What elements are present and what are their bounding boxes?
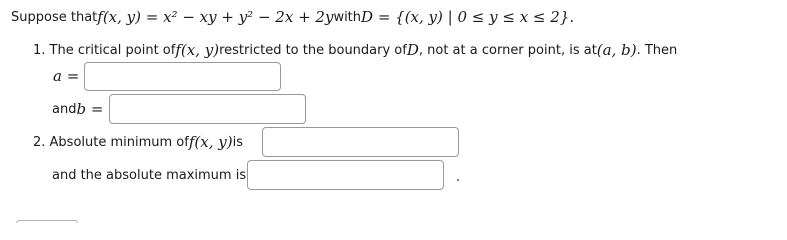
question-2-text <box>33 131 243 153</box>
submit-button-edge[interactable] <box>16 220 78 223</box>
intro-text: Suppose that <box>11 9 98 25</box>
a-label <box>53 65 79 87</box>
q2-text-is: is <box>232 134 243 150</box>
intro-period: . <box>569 8 575 26</box>
function-definition: f(x, y) = x² − xy + y² − 2x + 2y <box>97 8 334 26</box>
q2-period <box>456 166 460 188</box>
q1-text-end: . Then <box>636 42 678 58</box>
b-prefix-text: and <box>52 101 77 117</box>
q1-text-mid: restricted to the boundary of <box>219 42 407 58</box>
absolute-minimum-input[interactable] <box>262 127 459 157</box>
q1-text-start: 1. The critical point of <box>33 42 176 58</box>
b-label <box>52 98 103 120</box>
a-input[interactable] <box>84 62 281 91</box>
q1-point: (a, b) <box>596 41 637 59</box>
intro-with-text: with <box>333 9 362 25</box>
q2-text-start: 2. Absolute minimum of <box>33 134 189 150</box>
b-label-text: b = <box>76 100 104 118</box>
problem-statement <box>11 6 574 28</box>
q2-function: f(x, y) <box>188 133 233 151</box>
question-1-text <box>33 39 677 61</box>
absolute-maximum-input[interactable] <box>247 160 444 190</box>
b-input[interactable] <box>109 94 306 124</box>
q1-domain-symbol: D <box>406 41 419 59</box>
absolute-maximum-label <box>52 164 246 186</box>
q1-function: f(x, y) <box>175 41 220 59</box>
max-label-text: and the absolute maximum is <box>52 167 247 183</box>
a-label-text: a = <box>53 67 80 85</box>
q2-period-text: . <box>456 169 461 185</box>
q1-text-mid2: , not at a corner point, is at <box>418 42 597 58</box>
domain-definition: D = {(x, y) | 0 ≤ y ≤ x ≤ 2} <box>361 8 570 26</box>
